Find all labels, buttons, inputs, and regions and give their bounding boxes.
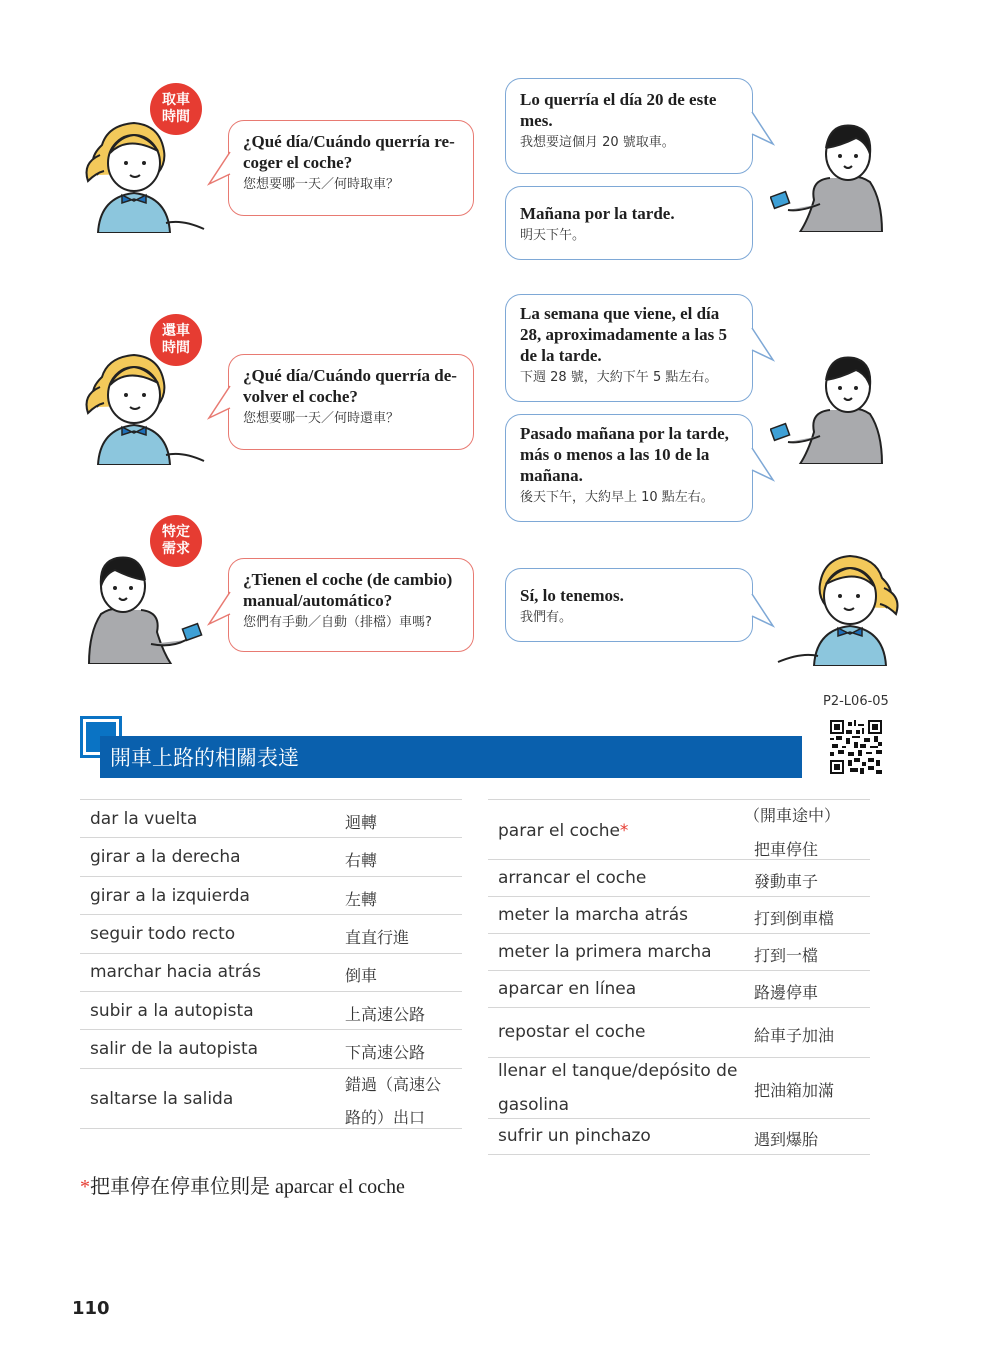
- vocab-zh-line2: 把車停住: [754, 840, 819, 859]
- topic-badge-return: 還車 時間: [150, 314, 202, 366]
- vocab-row: [80, 992, 462, 1030]
- vocab-zh: 打到倒車檔: [754, 909, 835, 928]
- topic-badge-request: 特定 需求: [150, 515, 202, 567]
- woman-clerk-illustration: [78, 347, 208, 465]
- vocab-row: [488, 1008, 870, 1058]
- vocab-es: salir de la autopista: [90, 1039, 259, 1059]
- answer-bubble-request: [505, 568, 753, 642]
- topic-badge-pickup: 取車 時間: [150, 83, 202, 135]
- footnote-zh: 把車停在停車位則是: [90, 1176, 270, 1198]
- vocab-row: [488, 799, 870, 860]
- footnote-es: aparcar el coche: [270, 1176, 405, 1198]
- vocab-zh: 左轉: [345, 890, 378, 909]
- question-bubble-request: [228, 558, 474, 652]
- vocab-es: parar el coche*: [498, 821, 629, 841]
- footnote-star: *: [619, 821, 629, 841]
- vocab-zh: 迴轉: [345, 813, 378, 832]
- section-title: 開車上路的相關表達: [110, 746, 299, 770]
- vocab-row: [488, 860, 870, 897]
- vocab-zh: 上高速公路: [345, 1005, 426, 1024]
- vocab-zh-line1: 錯過（高速公: [345, 1075, 442, 1094]
- answer-es: Lo querría el día 20 de este mes.: [520, 90, 717, 130]
- vocab-row: [80, 877, 462, 915]
- question-es: ¿Qué día/Cuándo querría re-coger el coche?: [243, 132, 455, 172]
- vocab-es: arrancar el coche: [498, 868, 647, 888]
- vocab-zh-line1: （開車途中）: [744, 806, 841, 825]
- vocab-es: girar a la derecha: [90, 847, 241, 867]
- vocab-es: meter la marcha atrás: [498, 905, 688, 925]
- vocab-row: [80, 838, 462, 877]
- vocab-row: [80, 915, 462, 954]
- answer-zh: 我們有。: [520, 610, 573, 625]
- vocab-zh: 打到一檔: [754, 946, 819, 965]
- answer-zh: 明天下午。: [520, 228, 586, 243]
- vocab-row: [80, 1030, 462, 1069]
- bubble-tail: [751, 592, 775, 628]
- question-bubble-return: [228, 354, 474, 450]
- question-es: ¿Tienen el coche (de cambio) manual/automático?: [243, 570, 453, 610]
- man-customer-illustration: [86, 552, 206, 664]
- man-customer-illustration: [770, 352, 885, 464]
- vocab-row: [488, 1058, 870, 1119]
- vocab-row: [488, 934, 870, 971]
- audio-track-code: P2-L06-05: [823, 694, 889, 709]
- vocab-es: meter la primera marcha: [498, 942, 712, 962]
- vocab-zh-line2: 路的）出口: [345, 1108, 426, 1127]
- vocab-es: sufrir un pinchazo: [498, 1126, 651, 1146]
- qr-code-icon[interactable]: [830, 720, 882, 774]
- answer-bubble-pickup-2: [505, 186, 753, 260]
- vocab-row: [488, 1119, 870, 1155]
- question-zh: 您們有手動／自動（排檔）車嗎?: [243, 615, 432, 630]
- vocab-row: [80, 954, 462, 992]
- footnote: [80, 1170, 405, 1199]
- answer-es: Pasado mañana por la tarde, más o menos a las 10 de la mañana.: [520, 424, 729, 485]
- vocab-zh: 下高速公路: [345, 1043, 426, 1062]
- vocab-es: saltarse la salida: [90, 1089, 234, 1109]
- man-customer-illustration: [770, 120, 885, 232]
- vocab-row: [80, 1069, 462, 1129]
- vocab-zh: 路邊停車: [754, 983, 819, 1002]
- vocab-zh: 把油箱加滿: [754, 1081, 835, 1100]
- vocab-row: [488, 971, 870, 1008]
- question-zh: 您想要哪一天／何時還車？: [243, 411, 400, 426]
- bubble-tail: [207, 150, 231, 186]
- woman-clerk-illustration: [78, 115, 208, 233]
- vocab-row: [488, 897, 870, 934]
- answer-bubble-pickup-1: [505, 78, 753, 174]
- vocab-es: repostar el coche: [498, 1022, 646, 1042]
- vocab-zh: 右轉: [345, 851, 378, 870]
- vocab-zh: 倒車: [345, 966, 378, 985]
- vocab-zh: 直直行進: [345, 928, 410, 947]
- vocab-es: aparcar en línea: [498, 979, 637, 999]
- woman-clerk-illustration: [776, 548, 906, 666]
- question-bubble-pickup: [228, 120, 474, 216]
- vocab-es: subir a la autopista: [90, 1001, 254, 1021]
- vocab-zh: 遇到爆胎: [754, 1130, 819, 1149]
- vocab-es: girar a la izquierda: [90, 886, 250, 906]
- answer-es: Mañana por la tarde.: [520, 204, 675, 223]
- vocab-es-line2: gasolina: [498, 1095, 570, 1115]
- page-number: 110: [72, 1298, 110, 1319]
- answer-es: La semana que viene, el día 28, aproximadamente a las 5 de la tarde.: [520, 304, 727, 365]
- answer-es: Sí, lo tenemos.: [520, 586, 624, 605]
- vocab-zh: 給車子加油: [754, 1026, 835, 1045]
- vocab-zh: 發動車子: [754, 872, 819, 891]
- vocab-es: marchar hacia atrás: [90, 962, 261, 982]
- vocab-es-line1: llenar el tanque/depósito de: [498, 1061, 738, 1081]
- question-es: ¿Qué día/Cuándo querría de-volver el coche?: [243, 366, 457, 406]
- bubble-tail: [207, 384, 231, 420]
- bubble-tail: [207, 590, 231, 626]
- vocab-row: [80, 799, 462, 838]
- answer-bubble-return-2: [505, 414, 753, 522]
- vocab-es: dar la vuelta: [90, 809, 198, 829]
- footnote-star: *: [80, 1176, 90, 1198]
- answer-zh: 後天下午，大約早上 10 點左右。: [520, 490, 714, 505]
- answer-zh: 下週 28 號，大約下午 5 點左右。: [520, 370, 718, 385]
- question-zh: 您想要哪一天／何時取車？: [243, 177, 400, 192]
- answer-zh: 我想要這個月 20 號取車。: [520, 135, 675, 150]
- answer-bubble-return-1: [505, 294, 753, 402]
- vocab-es: seguir todo recto: [90, 924, 236, 944]
